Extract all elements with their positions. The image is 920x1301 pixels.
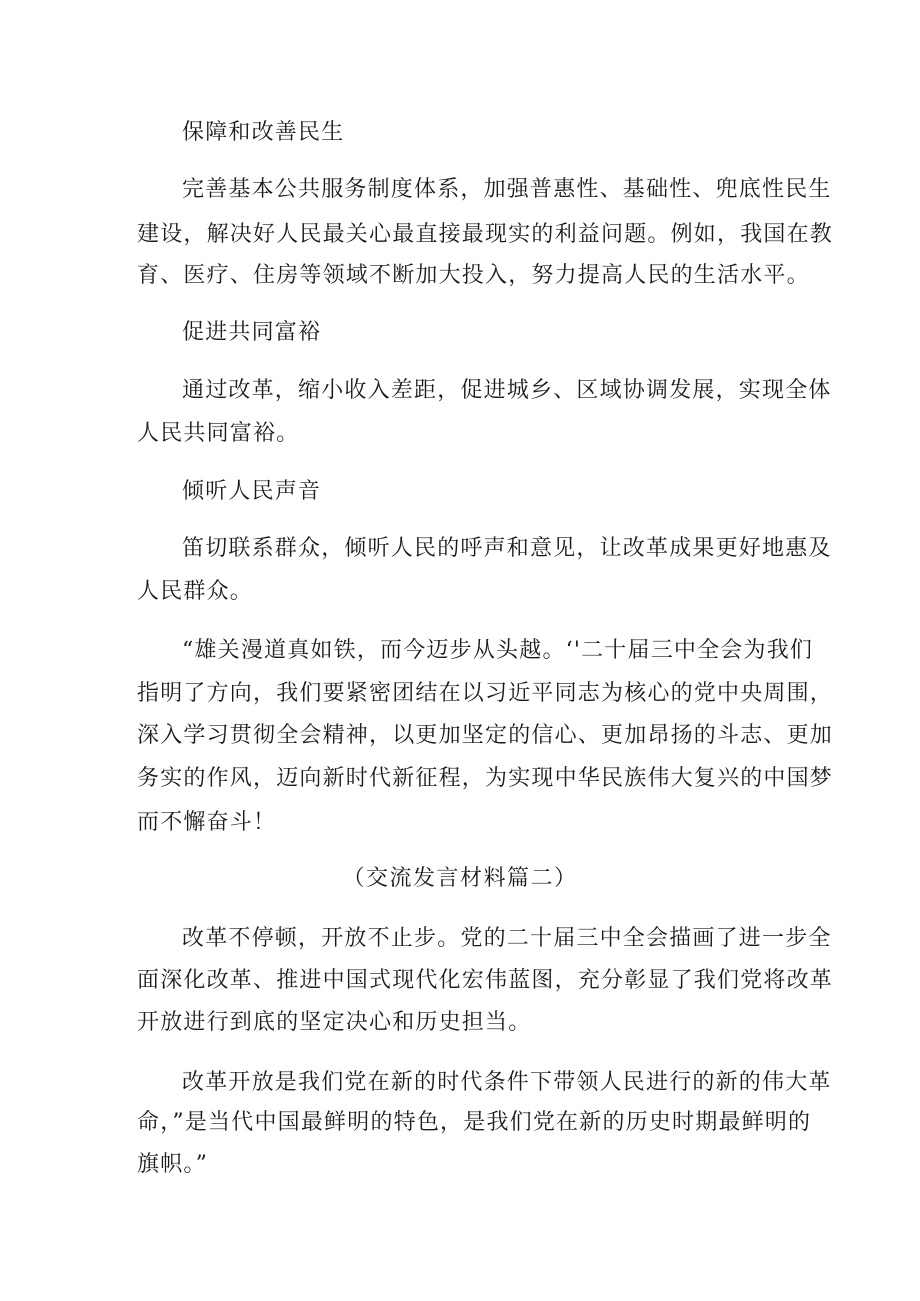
- paragraph-line: 育、医疗、住房等领域不断加大投入，努力提高人民的生活水平。: [137, 263, 810, 288]
- paragraph-line: 而不懈奋斗！: [137, 810, 277, 835]
- paragraph-line: 改革不停顿，开放不止步。党的二十届三中全会描画了进一步全: [182, 926, 832, 951]
- heading-listen-to-people: 倾听人民声音: [182, 479, 322, 504]
- paragraph-line: “雄关漫道真如铁，而今迈步从头越。‘'二十届三中全会为我们: [182, 638, 814, 663]
- paragraph-line: 开放进行到底的坚定决心和历史担当。: [137, 1010, 532, 1035]
- paragraph-line: 务实的作风，迈向新时代新征程，为实现中华民族伟大复兴的中国梦: [137, 766, 834, 791]
- paragraph-line: 深入学习贯彻全会精神，以更加坚定的信心、更加昂扬的斗志、更加: [137, 723, 834, 748]
- heading-common-prosperity: 促进共同富裕: [182, 320, 322, 345]
- paragraph-line: 笛切联系群众，倾听人民的呼声和意见，让改革成果更好地惠及: [182, 536, 832, 561]
- paragraph-line: 改革开放是我们党在新的时代条件下带领人民进行的新的伟大革: [182, 1070, 832, 1095]
- paragraph-line: 人民共同富裕。: [137, 421, 300, 446]
- paragraph-line: 通过改革，缩小收入差距，促进城乡、区域协调发展，实现全体: [182, 378, 832, 403]
- paragraph-line: 建设，解决好人民最关心最直接最现实的利益问题。例如，我国在教: [137, 222, 834, 247]
- paragraph-line: 面深化改革、推进中国式现代化宏伟蓝图，充分彰显了我们党将改革: [137, 968, 834, 993]
- paragraph-line: 旗帜。”: [137, 1152, 209, 1177]
- heading-guarantee-livelihood: 保障和改善民生: [182, 120, 345, 145]
- paragraph-line: 指明了方向，我们要紧密团结在以习近平同志为核心的党中央周围，: [137, 681, 834, 706]
- paragraph-line: 完善基本公共服务制度体系，加强普惠性、基础性、兜底性民生: [182, 177, 832, 202]
- section-title: （交流发言材料篇二）: [342, 866, 578, 891]
- paragraph-line: 人民群众。: [137, 579, 254, 604]
- paragraph-line: 命，”是当代中国最鲜明的特色，是我们党在新的历史时期最鲜明的: [137, 1110, 812, 1135]
